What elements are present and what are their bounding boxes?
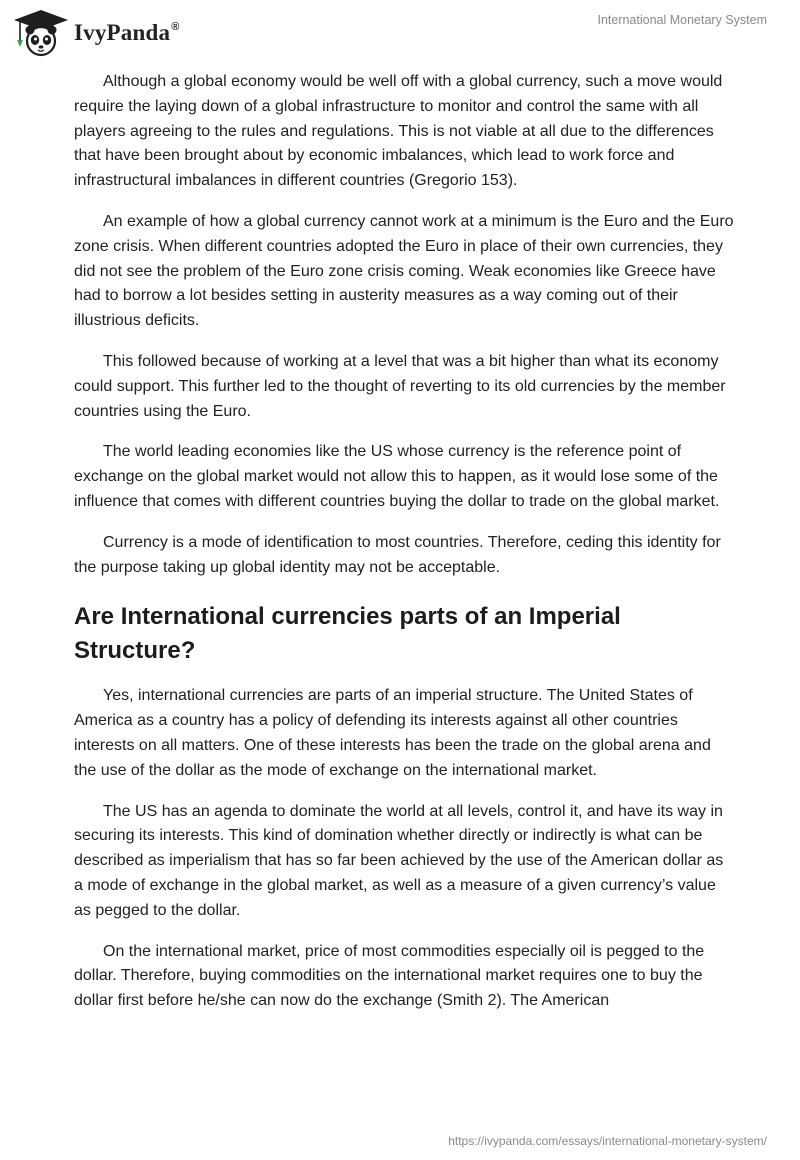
body-paragraph: This followed because of working at a level that was a bit higher than what its economy could support. This further led to the thought of reverting to its old currencies by the member countries using the Euro. [74,352,726,420]
source-url-link[interactable]: https://ivypanda.com/essays/international-monetary-system/ [448,1134,767,1148]
body-paragraph: The world leading economies like the US whose currency is the reference point of exchange on the global market would not allow this to happen, as it would lose some of the influence that comes with different countries buying the dollar to trade on the global market. [74,443,720,510]
registered-mark: ® [171,21,180,33]
brand-name: IvyPanda® [74,20,180,45]
brand-logo-link[interactable] [12,8,180,58]
body-paragraph: Currency is a mode of identification to most countries. Therefore, ceding this identity for the purpose taking up global identity may not be acceptable. [74,533,721,576]
body-paragraph: Although a global economy would be well off with a global currency, such a move would require the laying down of a global infrastructure to monitor and control the same with all players agreeing to the rules and regulations. This is not viable at all due to the differences that have been brought about by economic imbalances, which lead to work force and infrastructural imbalances in different countries (Gregorio 153). [74,73,723,190]
essay-content [74,70,734,1030]
body-paragraph: Yes, international currencies are parts of an imperial structure. The United States of America as a country has a policy of defending its interests against all other countries interests on all matters. One of these interests has been the trade on the global arena and the use of the dollar as the mode of exchange on the international market. [74,687,711,779]
document-title: International Monetary System [597,13,767,27]
body-paragraph: On the international market, price of most commodities especially oil is pegged to the dollar. Therefore, buying commodities on the international market requires one to buy the dollar first before he/she can now do the exchange (Smith 2). The American [74,942,705,1010]
body-paragraph: An example of how a global currency cannot work at a minimum is the Euro and the Euro zone crisis. When different countries adopted the Euro in place of their own currencies, they did not see the problem of the Euro zone crisis coming. Weak economies like Greece have had to borrow a lot besides setting in austerity measures as a way coming out of their illustrious deficits. [74,212,734,330]
body-paragraph: The US has an agenda to dominate the world at all levels, control it, and have its way in securing its interests. This kind of domination whether directly or indirectly is what can be described as imperialism that has so far been achieved by the use of the American dollar as a mode of exchange in the global market, as well as a measure of a given currency’s value as pegged to the dollar. [74,802,724,919]
panda-graduate-icon [12,8,70,58]
section-heading: Are International currencies parts of an Imperial Structure? [74,603,621,665]
page-header [0,0,800,66]
